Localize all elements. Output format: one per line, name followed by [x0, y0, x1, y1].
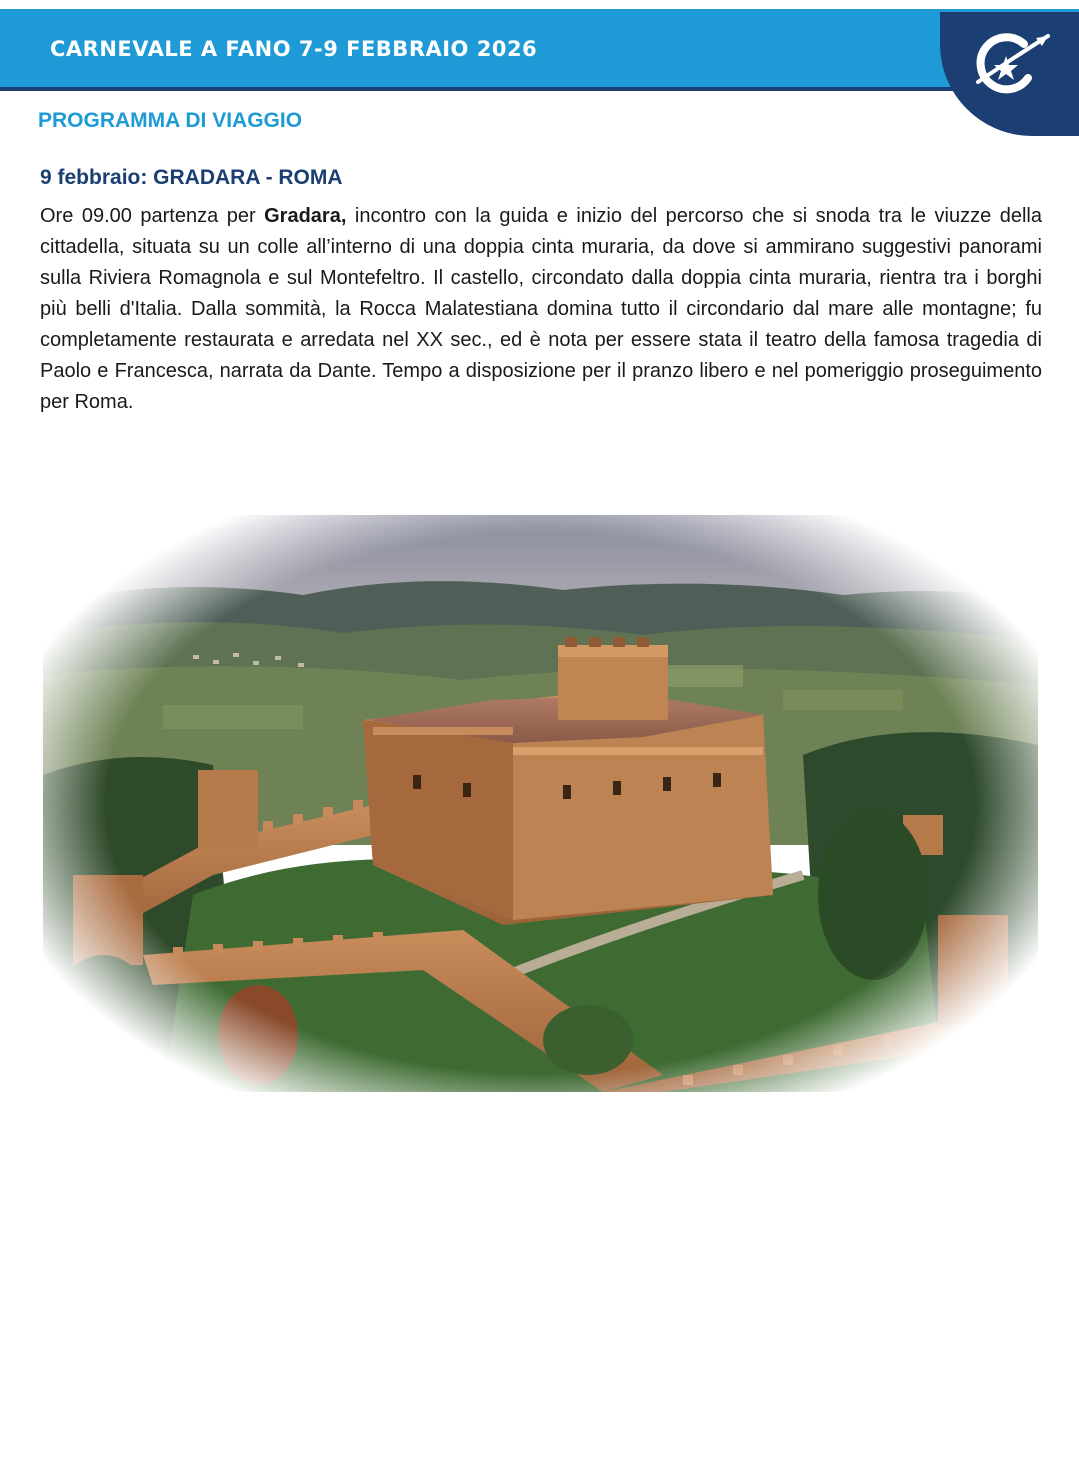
header-underline [0, 87, 1079, 91]
travel-agency-logo-icon [970, 30, 1054, 102]
description-highlight: Gradara, [264, 205, 347, 227]
day-description [40, 201, 1042, 418]
castle-photo [43, 515, 1038, 1092]
header-band [0, 9, 1079, 87]
description-intro: Ore 09.00 partenza per [40, 205, 265, 227]
day-title: 9 febbraio: GRADARA - ROMA [40, 166, 343, 189]
logo-corner [940, 12, 1079, 136]
description-body: incontro con la guida e inizio del percorso che si snoda tra le viuzze della cittadella, situata su un colle all’interno di una doppia cinta muraria, da dove si ammirano suggestivi panorami sulla Riviera Romagnola e sul Montefeltro. Il castello, circondato dalla doppia cinta muraria, rientra tra i borghi più belli d'Italia. Dalla sommità, la Rocca Malatestiana domina tutto il circondario dal mare alle montagne; fu completamente restaurata e arredata nel XX sec., ed è nota per essere stata il teatro della famosa tragedia di Paolo e Francesca, narrata da Dante. Tempo a disposizione per il pranzo libero e nel pomeriggio proseguimento per Roma. [40, 205, 1042, 413]
header-title: CARNEVALE A FANO 7-9 FEBBRAIO 2026 [50, 37, 538, 61]
castle-photo-icon [43, 515, 1038, 1092]
section-label: PROGRAMMA DI VIAGGIO [38, 109, 303, 132]
top-margin [0, 0, 1079, 9]
